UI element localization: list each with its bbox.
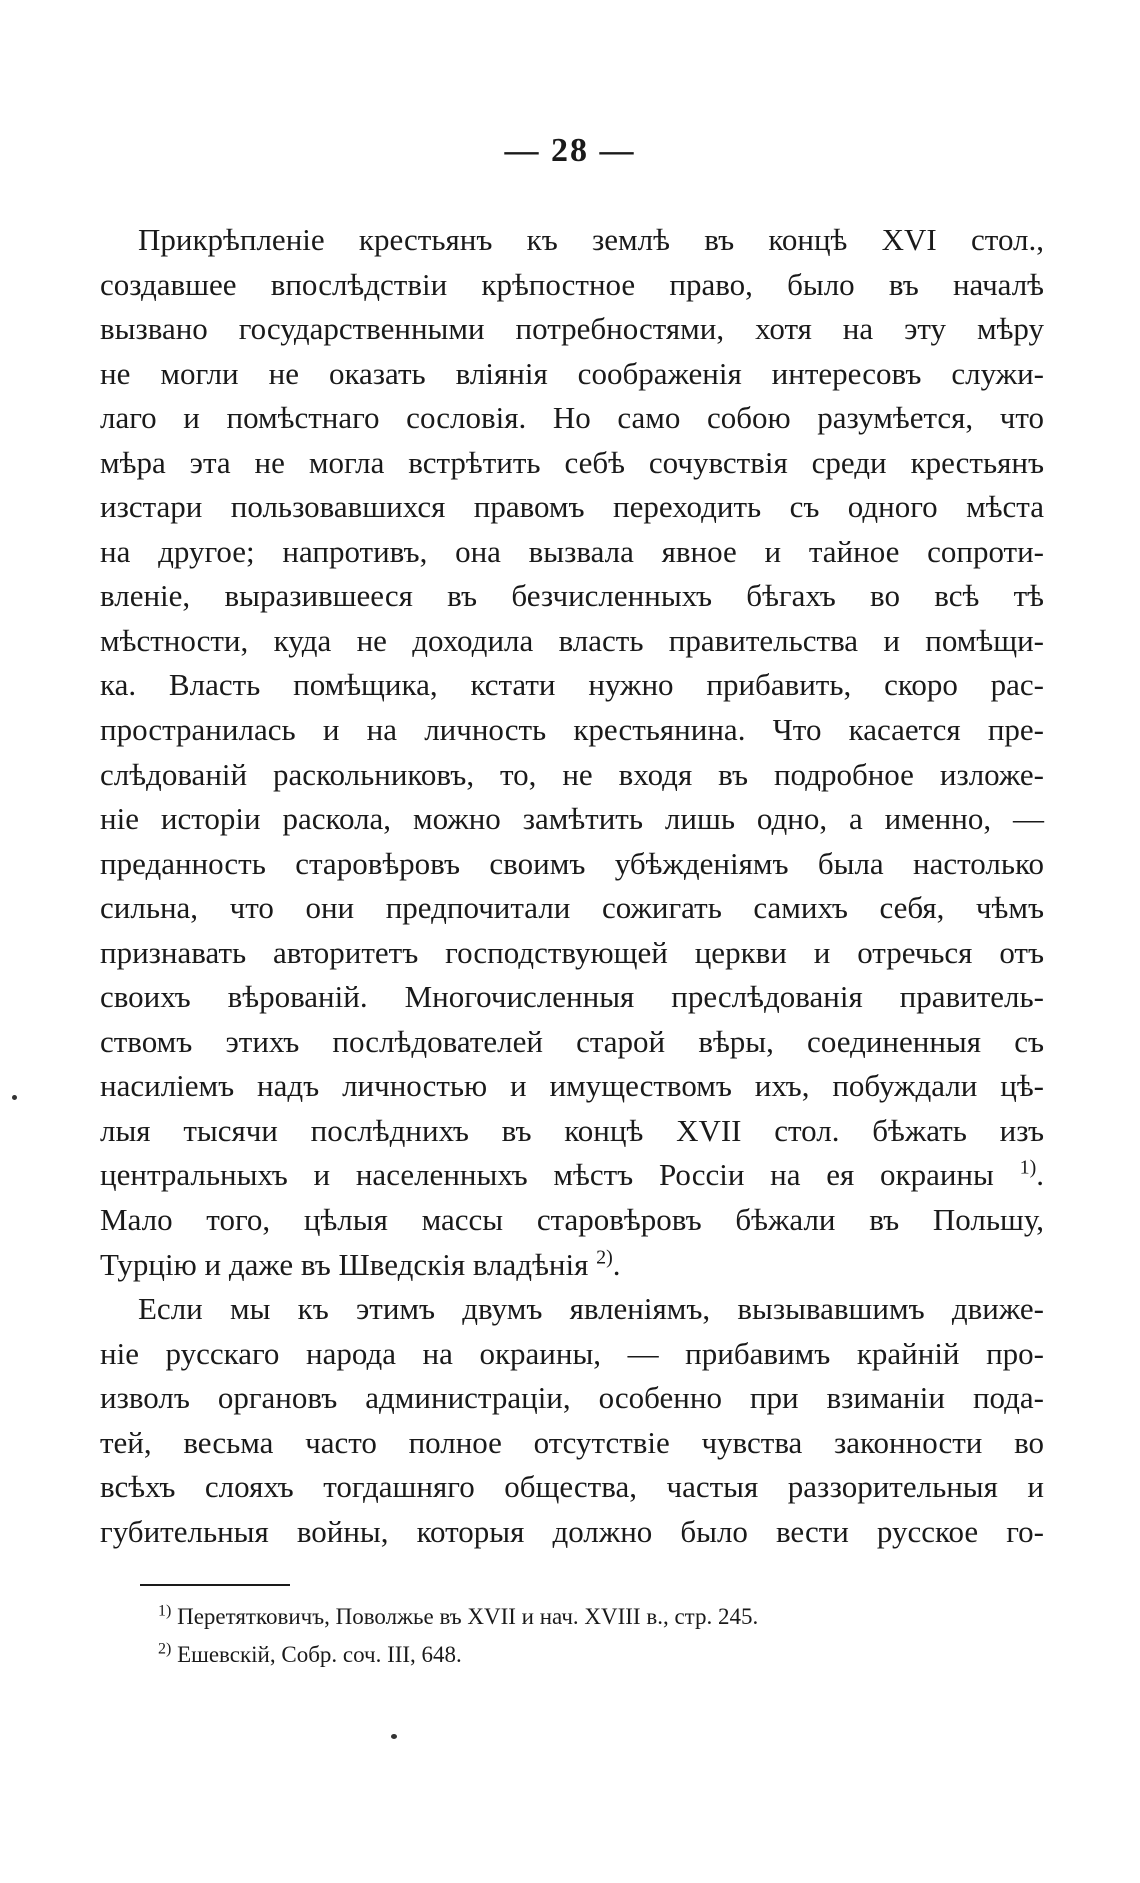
text-line: губительныя войны, которыя должно было вести русское го-	[100, 1513, 1044, 1549]
text-segment: центральныхъ и населенныхъ мѣстъ Россіи на ея окраины	[100, 1157, 994, 1193]
text-line: Мало того, цѣлыя массы старовѣровъ бѣжали въ Польшу,	[100, 1202, 1044, 1238]
print-speck	[391, 1734, 397, 1739]
text-line: ніе русскаго народа на окраины, — прибавимъ крайній про-	[100, 1335, 1044, 1371]
text-line: создавшее впослѣдствіи крѣпостное право, было въ началѣ	[100, 266, 1044, 302]
text-line: ствомъ этихъ послѣдователей старой вѣры, соединенныя съ	[100, 1023, 1044, 1059]
footnote-text: Перетятковичъ, Поволжье въ XVII и нач. XVIII в., стр. 245.	[177, 1604, 759, 1629]
text-line: изстари пользовавшихся правомъ переходить съ одного мѣста	[100, 489, 1044, 525]
text-line: лаго и помѣстнаго сословія. Но само собою разумѣется, что	[100, 400, 1044, 436]
text-line: пространилась и на личность крестьянина. Что касается пре-	[100, 712, 1044, 748]
text-line: Если мы къ этимъ двумъ явленіямъ, вызывавшимъ движе-	[138, 1291, 1044, 1327]
footnote-text: Ешевскій, Собр. соч. III, 648.	[177, 1642, 462, 1667]
footnote-mark: 2)	[158, 1640, 172, 1658]
text-line: мѣстности, куда не доходила власть правительства и помѣщи-	[100, 622, 1044, 658]
footnote-ref-2: $^{2)}$.	[596, 1246, 621, 1282]
text-line: признавать авторитетъ господствующей церкви и отречься отъ	[100, 934, 1044, 970]
page-number: — 28 —	[504, 132, 636, 169]
text-line: изволъ органовъ администраціи, особенно при взиманіи пода-	[100, 1380, 1044, 1416]
footnote-1	[158, 1598, 1018, 1636]
text-line: мѣра эта не могла встрѣтить себѣ сочувствія среди крестьянъ	[100, 444, 1044, 480]
footnote-separator	[140, 1584, 290, 1586]
text-line: слѣдованій раскольниковъ, то, не входя въ подробное изложе-	[100, 756, 1044, 792]
text-line: лыя тысячи послѣднихъ въ концѣ XVII стол. бѣжать изъ	[100, 1112, 1044, 1148]
text-line: своихъ вѣрованій. Многочисленныя преслѣдованія правитель-	[100, 979, 1044, 1015]
text-line-with-footnote-ref	[100, 1243, 1044, 1288]
main-text	[100, 218, 1045, 1554]
text-line: насиліемъ надъ личностью и имуществомъ ихъ, побуждали цѣ-	[100, 1068, 1044, 1104]
text-line: ніе исторіи раскола, можно замѣтить лишь одно, а именно, —	[100, 801, 1044, 837]
text-line: всѣхъ слояхъ тогдашняго общества, частыя раззорительныя и	[100, 1469, 1044, 1505]
text-line-with-footnote-ref	[100, 1153, 1044, 1198]
footnote-2	[158, 1636, 1018, 1674]
text-line: на другое; напротивъ, она вызвала явное и тайное сопроти-	[100, 533, 1044, 569]
text-line: ка. Власть помѣщика, кстати нужно прибавить, скоро рас-	[100, 667, 1044, 703]
text-line: не могли не оказать вліянія соображенія интересовъ служи-	[100, 355, 1044, 391]
text-line: вленіе, выразившееся въ безчисленныхъ бѣгахъ во всѣ тѣ	[100, 578, 1044, 614]
text-line: тей, весьма часто полное отсутствіе чувства законности во	[100, 1424, 1044, 1460]
text-line: преданность старовѣровъ своимъ убѣжденіямъ была настолько	[100, 845, 1044, 881]
footnote-ref-1: $^{1)}$.	[1019, 1157, 1045, 1193]
print-speck	[12, 1095, 17, 1100]
footnote-mark: 1)	[158, 1602, 172, 1620]
text-line: сильна, что они предпочитали сожигать самихъ себя, чѣмъ	[100, 890, 1044, 926]
text-line: вызвано государственными потребностями, хотя на эту мѣру	[100, 311, 1044, 347]
footnotes	[158, 1598, 1018, 1674]
text-line: Прикрѣпленіе крестьянъ къ землѣ въ концѣ XVI стол.,	[138, 222, 1044, 257]
text-segment: Турцію и даже въ Шведскія владѣнія	[100, 1246, 589, 1282]
